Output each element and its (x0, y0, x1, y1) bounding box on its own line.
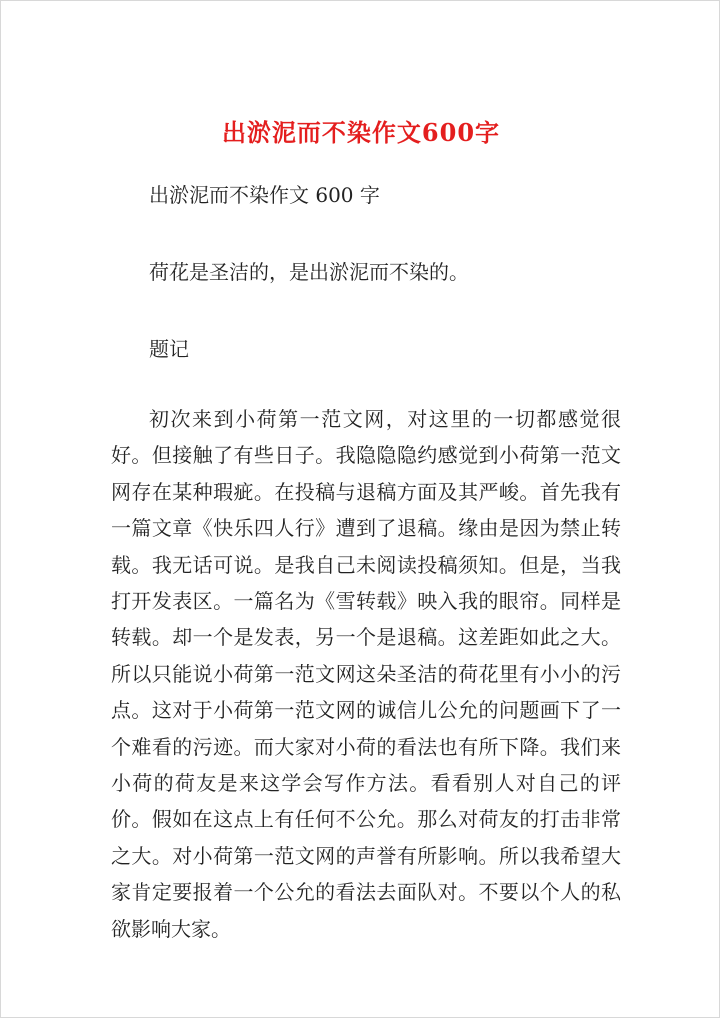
subtitle-line: 出淤泥而不染作文 600 字 (149, 183, 380, 207)
opening-line: 荷花是圣洁的，是出淤泥而不染的。 (149, 260, 469, 284)
body-paragraph: 初次来到小荷第一范文网，对这里的一切都感觉很好。但接触了有些日子。我隐隐隐约感觉到小荷第一范文网存在某种瑕疵。在投稿与退稿方面及其严峻。首先我有一篇文章《快乐四人行》遭到了退稿。缘由是因为禁止转载。我无话可说。是我自己未阅读投稿须知。但是，当我打开发表区。一篇名为《雪转载》映入我的眼帘。同样是转载。却一个是发表，另一个是退稿。这差距如此之大。所以只能说小荷第一范文网这朵圣洁的荷花里有小小的污点。这对于小荷第一范文网的诚信儿公允的问题画下了一个难看的污迹。而大家对小荷的看法也有所下降。我们来小荷的荷友是来这学会写作方法。看看别人对自己的评价。假如在这点上有任何不公允。那么对荷友的打击非常之大。对小荷第一范文网的声誉有所影响。所以我希望大家肯定要报着一个公允的看法去面队对。不要以个人的私欲影响大家。 (111, 407, 621, 941)
document-title: 出淤泥而不染作文600字 (221, 118, 501, 147)
epigraph-label: 题记 (149, 337, 189, 361)
